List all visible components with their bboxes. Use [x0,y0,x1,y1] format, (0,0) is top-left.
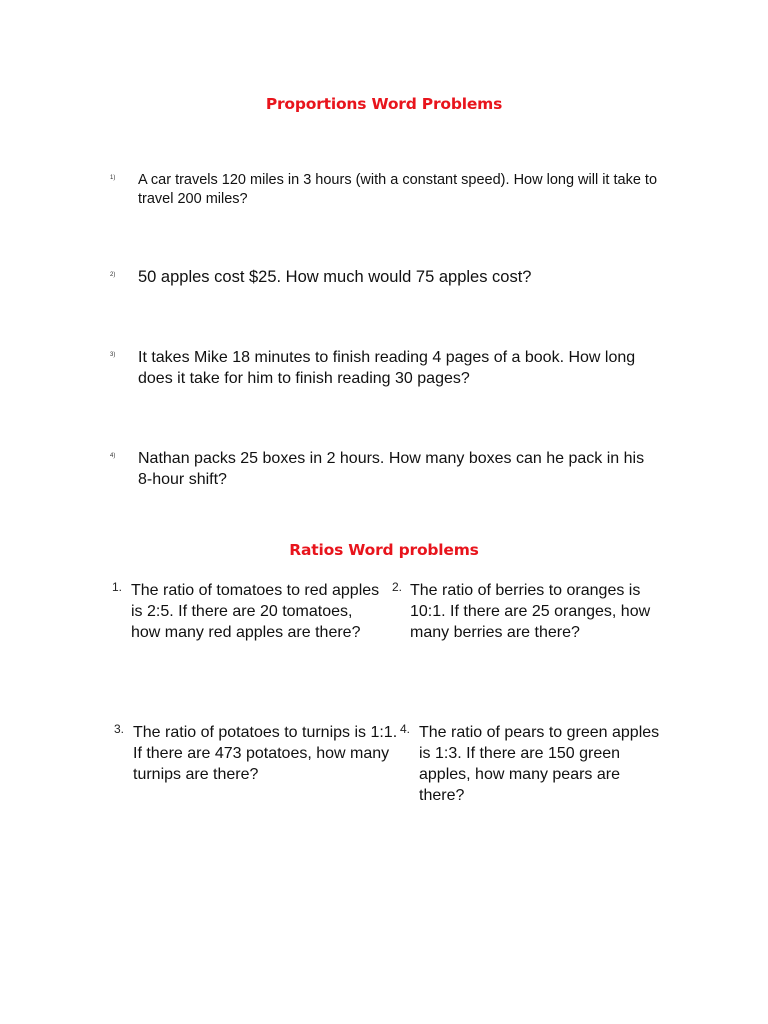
problem-number: 3) [110,352,116,358]
problem-number: 3. [114,722,125,736]
problem-number: 1) [110,175,116,181]
problem-text: Nathan packs 25 boxes in 2 hours. How many boxes can he pack in his 8-hour shift? [138,450,645,488]
proportions-title: Proportions Word Problems [265,95,503,113]
problem-number: 2) [110,272,116,278]
ratios-title: Ratios Word problems [289,541,479,559]
problem-number: 4) [110,453,116,459]
problem-text: The ratio of tomatoes to red apples is 2:5. If there are 20 tomatoes, how many red apples are there? [131,582,380,641]
problem-text: It takes Mike 18 minutes to finish reading 4 pages of a book. How long does it take for him to finish reading 30 pages? [138,349,636,387]
problem-text: The ratio of pears to green apples is 1:3. If there are 150 green apples, how many pears are there? [419,724,660,804]
problem-text: The ratio of potatoes to turnips is 1:1. If there are 473 potatoes, how many turnips are there? [133,724,398,783]
problem-number: 1. [112,580,123,594]
problem-text: 50 apples cost $25. How much would 75 apples cost? [138,268,532,286]
problem-number: 4. [400,722,411,736]
problem-number: 2. [392,580,403,594]
problem-text: A car travels 120 miles in 3 hours (with a constant speed). How long will it take to travel 200 miles? [138,172,658,207]
problem-text: The ratio of berries to oranges is 10:1. If there are 25 oranges, how many berries are there? [410,582,651,641]
